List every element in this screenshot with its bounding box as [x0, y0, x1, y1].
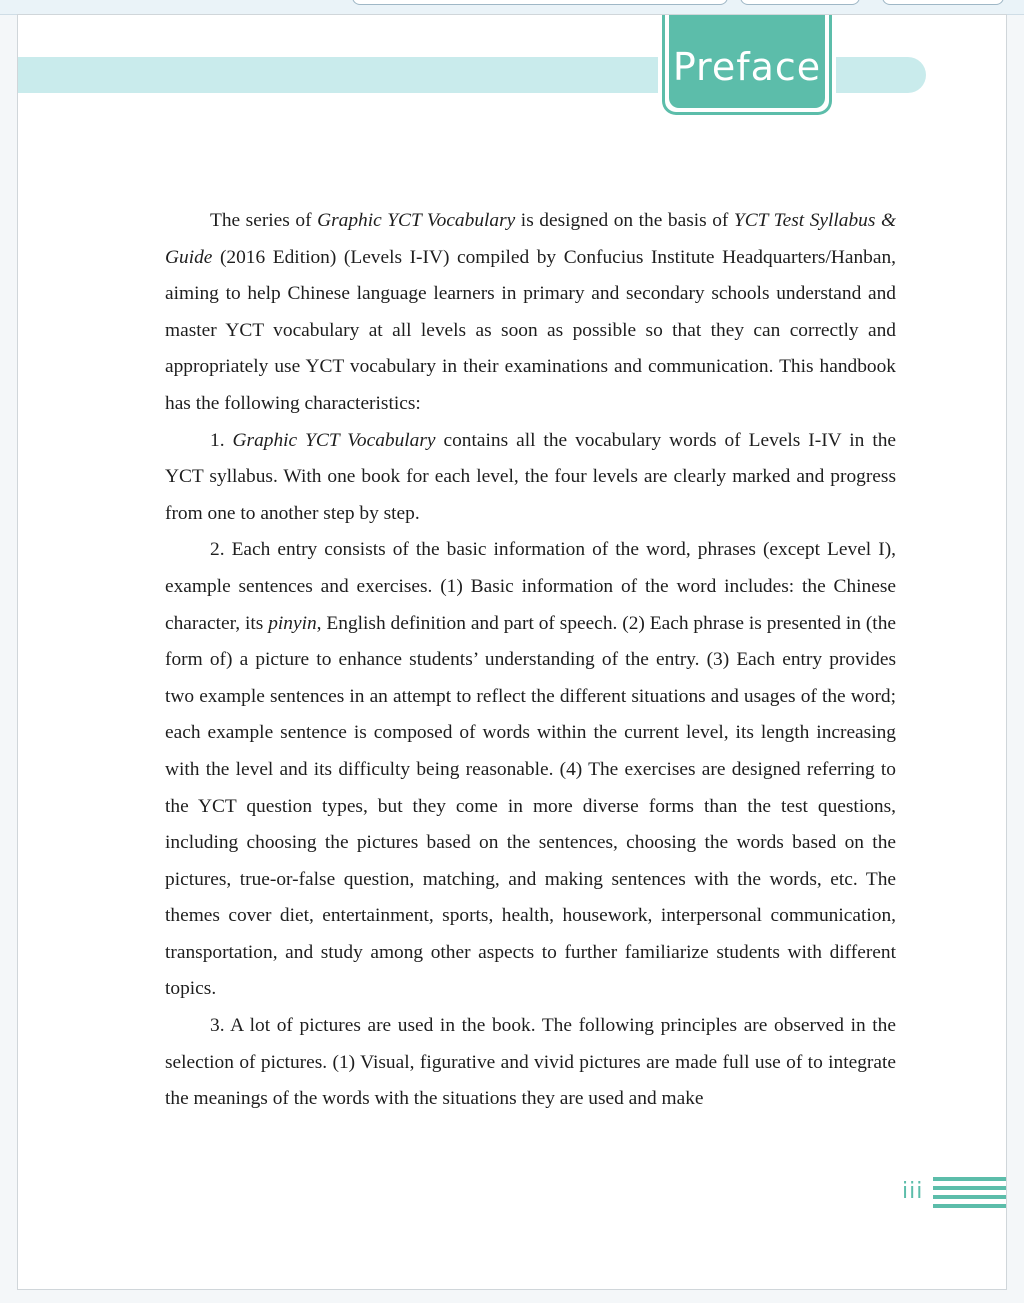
- text-run: (2016 Edition) (Levels I-IV) compiled by Confucius Institute Headquarters/Hanban, aiming to help Chinese language learners in primary and secondary schools understand and master YCT vocabulary at all levels as soon as possible so that they can correctly and appropriately use YCT vocabulary in their examinations and communication. This handbook has the following characteristics:: [165, 246, 896, 414]
- toolbar-tab[interactable]: [740, 0, 860, 5]
- paragraph-point-3: 3. A lot of pictures are used in the book. The following principles are observed in the selection of pictures. (1) Visual, figurative and vivid pictures are made full use of to integrate the meanings of the words with the situations they are used and make: [165, 1015, 896, 1110]
- page-number: iii: [902, 1179, 924, 1204]
- text-run: 2. Each entry consists of the basic information of the word, phrases (except Level I), example sentences and exercises. (1) Basic information of the word includes: the Chinese character, its: [165, 539, 896, 634]
- page-title: Preface: [672, 44, 822, 89]
- book-title: Graphic YCT Vocabulary: [232, 429, 436, 451]
- book-title: Graphic YCT Vocabulary: [317, 210, 516, 231]
- text-run: is designed on the basis of: [515, 210, 734, 231]
- page-number-lines: [933, 1177, 1007, 1213]
- header-band-end: [836, 57, 926, 93]
- decorative-line: [933, 1195, 1007, 1199]
- text-run: 1.: [210, 429, 233, 451]
- title-tab: [662, 14, 832, 115]
- text-run: contains all the vocabulary words of Levels I-IV in the YCT syllabus. With one book for each level, the four levels are clearly marked and progress from one to another step by step.: [165, 429, 897, 524]
- decorative-line: [933, 1177, 1007, 1181]
- decorative-line: [933, 1186, 1007, 1190]
- syllabus-title: YCT Test Syllabus & Guide: [165, 210, 897, 268]
- paragraph-point-1: [165, 423, 896, 533]
- decorative-line: [933, 1204, 1007, 1208]
- viewer-toolbar-strip: [0, 0, 1024, 15]
- document-page: [17, 14, 1007, 1290]
- text-run: , English definition and part of speech. (2) Each phrase is presented in (the form of) a picture to enhance students’ understanding of the entry. (3) Each entry provides two example sentences in an attempt to reflect the different situations and usages of the word; each example sentence is composed of words within the current level, its length increasing with the level and its difficulty being reasonable. (4) The exercises are designed referring to the YCT question types, but they come in more diverse forms than the test questions, including choosing the pictures based on the sentences, choosing the words based on the pictures, true-or-false question, matching, and making sentences with the words, etc. The themes cover diet, entertainment, sports, health, housework, interpersonal communication, transportation, and study among other aspects to further familiarize students with different topics.: [165, 612, 897, 1000]
- paragraph-point-2: [165, 532, 896, 1008]
- paragraph-intro: [165, 203, 896, 423]
- title-tab-fill: [669, 14, 825, 108]
- pinyin-term: pinyin: [268, 612, 317, 634]
- header-band: [18, 57, 658, 93]
- toolbar-tab[interactable]: [352, 0, 728, 5]
- text-run: The series of: [210, 210, 318, 231]
- body-text: [165, 203, 896, 1118]
- toolbar-tab[interactable]: [882, 0, 1004, 5]
